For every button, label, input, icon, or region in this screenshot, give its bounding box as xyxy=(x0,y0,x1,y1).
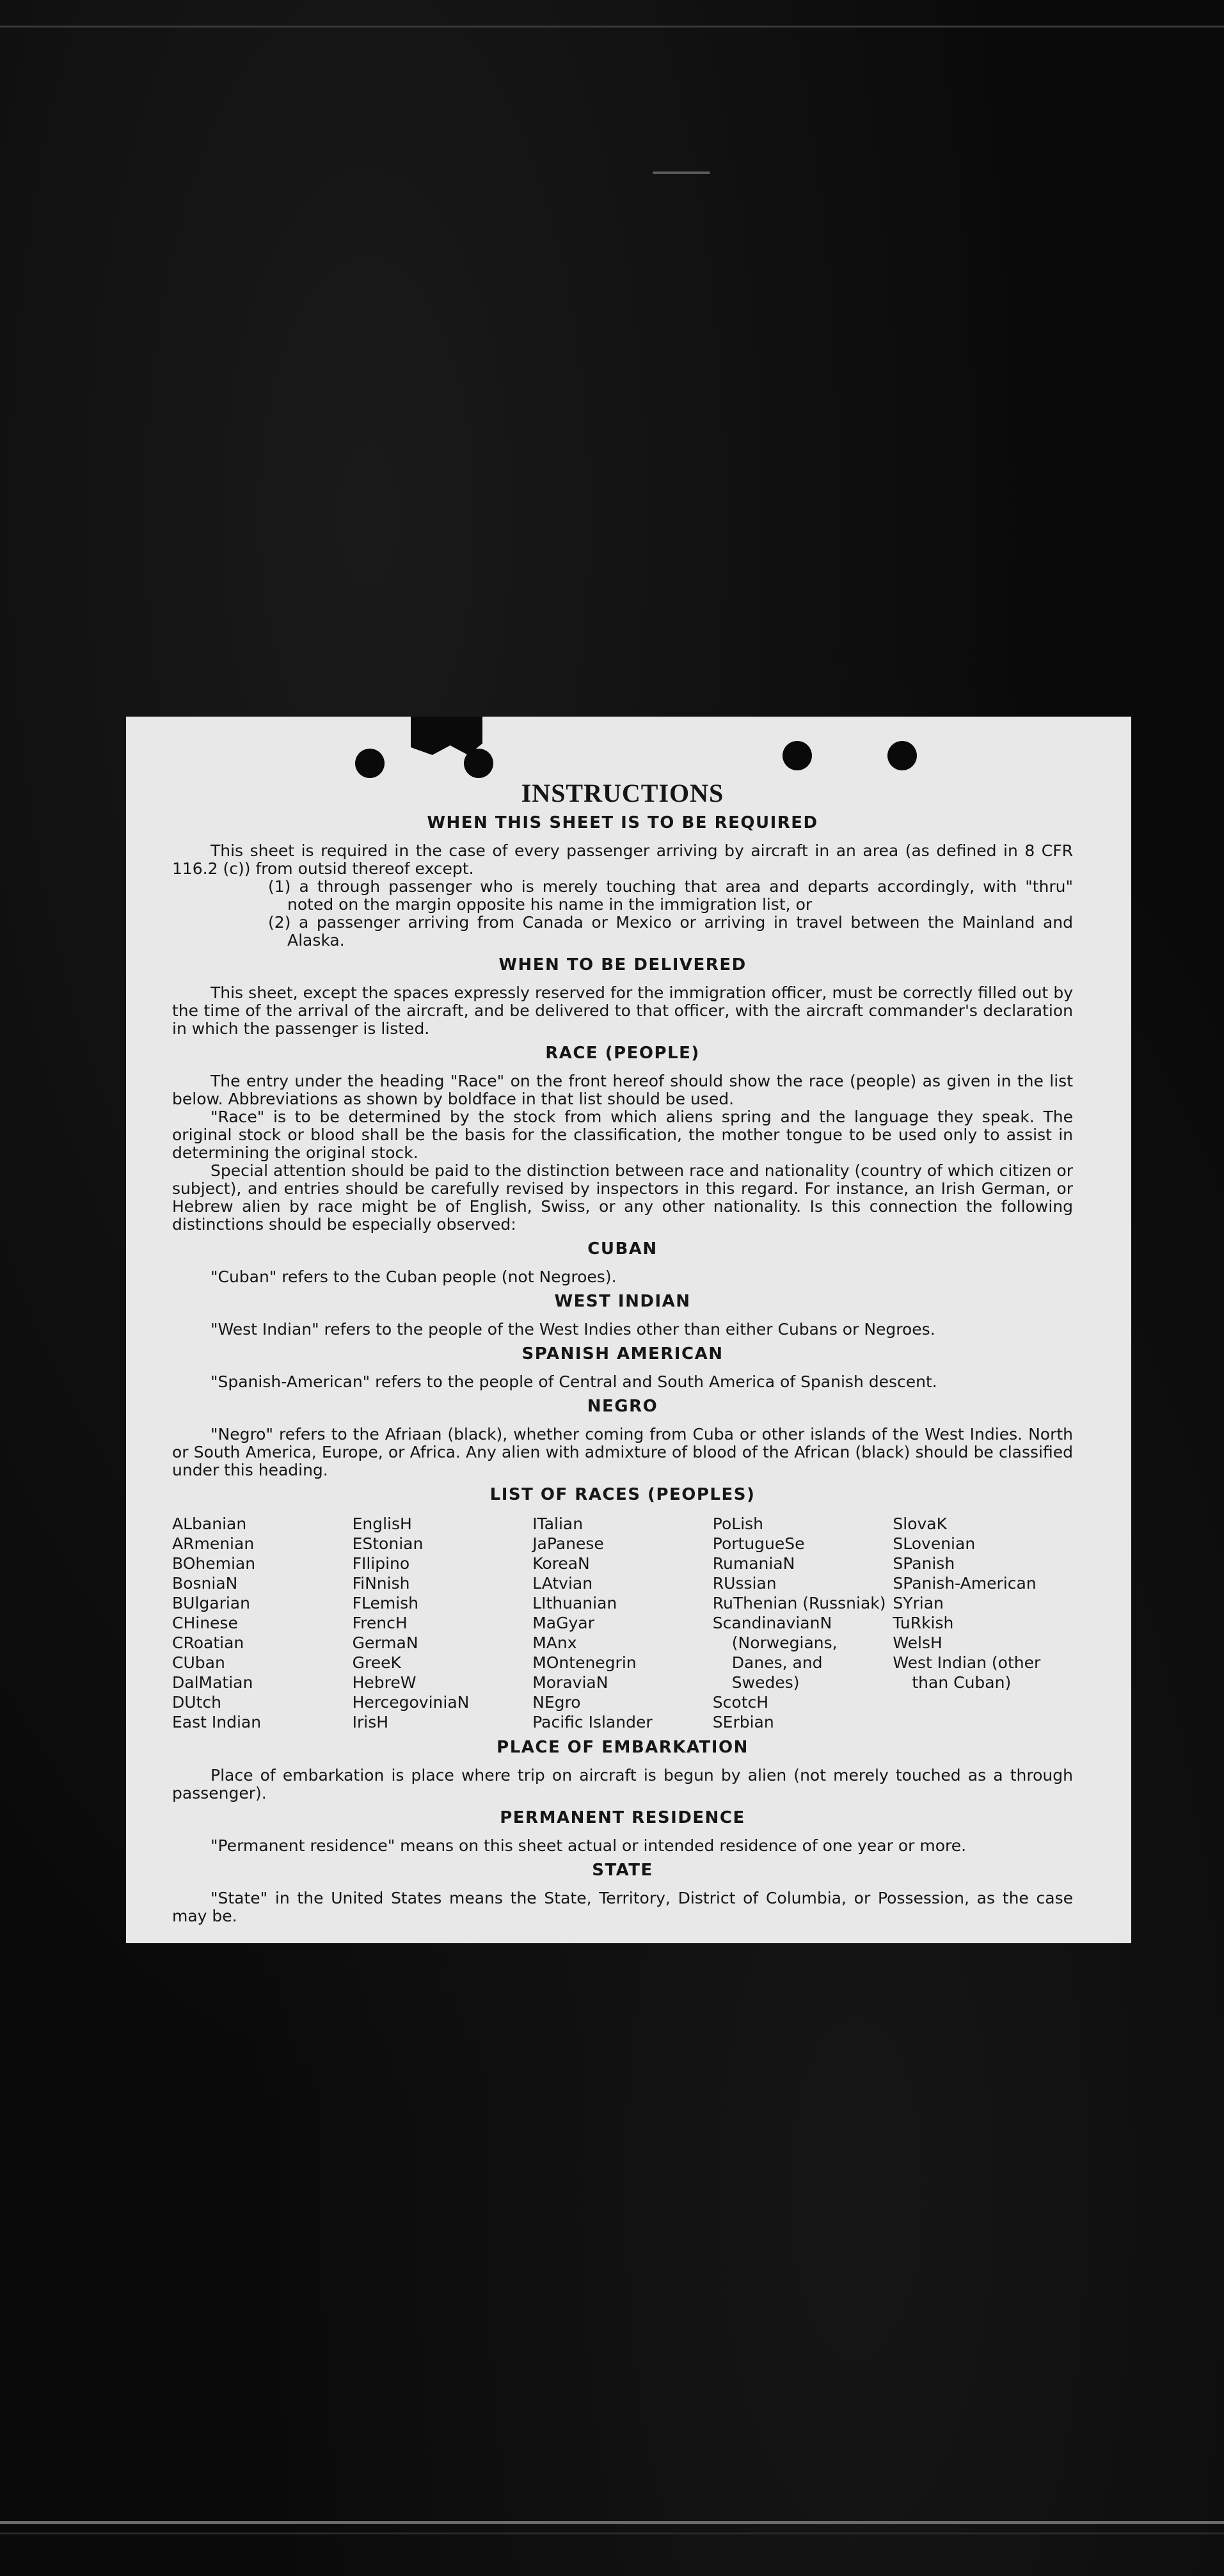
race-entry: SYrian xyxy=(893,1594,944,1612)
race-entry: BosniaN xyxy=(172,1574,238,1593)
heading-embarkation: PLACE OF EMBARKATION xyxy=(497,1738,749,1757)
heading-state: STATE xyxy=(592,1861,653,1880)
punch-hole xyxy=(464,749,493,778)
race-entry: East Indian xyxy=(172,1713,262,1731)
required-item-2: (2) a passenger arriving from Canada or Mexico or arriving in travel between the Mainland and Alaska. xyxy=(268,913,1073,950)
race-entry: ScandinavianN (Norwegians, Danes, and Swedes) xyxy=(712,1614,838,1692)
race-entry: KoreaN xyxy=(532,1554,590,1573)
race-list xyxy=(172,1514,1073,1732)
race-entry: TuRkish xyxy=(893,1614,954,1632)
heading-required: WHEN THIS SHEET IS TO BE REQUIRED xyxy=(427,813,818,832)
race-entry: MAnx xyxy=(532,1634,577,1652)
race-entry: FrencH xyxy=(352,1614,408,1632)
race-entry: Pacific Islander xyxy=(532,1713,653,1731)
heading-west-indian: WEST INDIAN xyxy=(554,1292,691,1311)
race-entry: MaGyar xyxy=(532,1614,594,1632)
heading-delivered: WHEN TO BE DELIVERED xyxy=(498,955,747,974)
west-indian-text: "West Indian" refers to the people of the West Indies other than either Cubans or Negroes. xyxy=(211,1320,935,1339)
race-entry: ALbanian xyxy=(172,1515,247,1533)
race-entry: SLovenian xyxy=(893,1534,976,1553)
race-entry: RuThenian (Russniak) xyxy=(712,1594,886,1612)
document-title: INSTRUCTIONS xyxy=(521,779,724,807)
heading-negro: NEGRO xyxy=(587,1397,658,1416)
film-scratch xyxy=(653,171,710,174)
instruction-sheet xyxy=(126,717,1131,1943)
race-entry: NEgro xyxy=(532,1693,581,1712)
race-entry: DalMatian xyxy=(172,1673,253,1692)
film-edge-bottom xyxy=(0,2521,1224,2524)
race-column-5 xyxy=(893,1514,1073,1732)
race-entry: MoraviaN xyxy=(532,1673,608,1692)
negro-text: "Negro" refers to the Afriaan (black), whether coming from Cuba or other islands of the West Indies. North or South America, Europe, or Africa. Any alien with admixture of blood of the African (black) should be classified under this heading. xyxy=(172,1425,1073,1479)
race-entry: EnglisH xyxy=(352,1515,412,1533)
embarkation-text: Place of embarkation is place where trip on aircraft is begun by alien (not merely touched as a through passenger). xyxy=(172,1766,1073,1802)
race-entry: SlovaK xyxy=(893,1515,947,1533)
race-entry: MOntenegrin xyxy=(532,1653,637,1672)
state-text: "State" in the United States means the State, Territory, District of Columbia, or Possession, as the case may be. xyxy=(172,1889,1073,1925)
race-paragraph-2: "Race" is to be determined by the stock from which aliens spring and the language they speak. The original stock or blood shall be the basis for the classification, the mother tongue to be used only to assist in determining the original stock. xyxy=(172,1108,1073,1162)
race-entry: BOhemian xyxy=(172,1554,256,1573)
cuban-text: "Cuban" refers to the Cuban people (not Negroes). xyxy=(211,1268,617,1286)
race-entry: West Indian (other than Cuban) xyxy=(893,1653,1041,1692)
punch-hole xyxy=(355,749,385,778)
race-entry: DUtch xyxy=(172,1693,221,1712)
race-column-3 xyxy=(532,1514,713,1732)
race-entry: PortugueSe xyxy=(712,1534,805,1553)
race-entry: RumaniaN xyxy=(712,1554,795,1573)
race-entry: WelsH xyxy=(893,1634,942,1652)
race-entry: HercegoviniaN xyxy=(352,1693,470,1712)
torn-corner xyxy=(411,717,482,755)
heading-race: RACE (PEOPLE) xyxy=(545,1044,700,1063)
required-intro: This sheet is required in the case of every passenger arriving by aircraft in an area (as defined in 8 CFR 116.2 (c)) from outsid thereof except. xyxy=(172,841,1073,878)
race-entry: CUban xyxy=(172,1653,225,1672)
race-entry: ScotcH xyxy=(712,1693,769,1712)
sheet-content xyxy=(172,779,1073,1925)
race-entry: CHinese xyxy=(172,1614,238,1632)
race-entry: BUlgarian xyxy=(172,1594,250,1612)
delivered-text: This sheet, except the spaces expressly reserved for the immigration officer, must be correctly filled out by the time of the arrival of the aircraft, and be delivered to that officer, with the aircraft commander's declaration in which the passenger is listed. xyxy=(172,983,1073,1038)
race-entry: RUssian xyxy=(712,1574,777,1593)
heading-list-of-races: LIST OF RACES (PEOPLES) xyxy=(489,1485,756,1504)
race-entry: SPanish xyxy=(893,1554,955,1573)
residence-text: "Permanent residence" means on this sheet actual or intended residence of one year or more. xyxy=(211,1836,967,1855)
race-entry: PoLish xyxy=(712,1515,764,1533)
race-column-2 xyxy=(353,1514,533,1732)
race-entry: EStonian xyxy=(352,1534,424,1553)
race-entry: CRoatian xyxy=(172,1634,244,1652)
race-entry: FLemish xyxy=(352,1594,419,1612)
film-edge-bottom-secondary xyxy=(0,2532,1224,2534)
spanish-american-text: "Spanish-American" refers to the people of Central and South America of Spanish descent. xyxy=(211,1372,937,1391)
race-entry: FIlipino xyxy=(352,1554,410,1573)
heading-permanent-residence: PERMANENT RESIDENCE xyxy=(500,1808,745,1827)
race-entry: HebreW xyxy=(352,1673,417,1692)
race-entry: FiNnish xyxy=(352,1574,410,1593)
heading-cuban: CUBAN xyxy=(587,1239,658,1259)
race-entry: GreeK xyxy=(352,1653,401,1672)
race-entry: JaPanese xyxy=(532,1534,604,1553)
race-entry: IrisH xyxy=(352,1713,389,1731)
race-entry: ARmenian xyxy=(172,1534,255,1553)
race-column-4 xyxy=(713,1514,893,1732)
race-entry: LIthuanian xyxy=(532,1594,617,1612)
race-entry: SErbian xyxy=(712,1713,774,1731)
film-edge-top xyxy=(0,26,1224,28)
race-paragraph-3: Special attention should be paid to the distinction between race and nationality (country of which citizen or subject), and entries should be carefully revised by inspectors in this regard. For instance, an Irish German, or Hebrew alien by race might be of English, Swiss, or any other nationality. Is this connection the following distinctions should be especially observed: xyxy=(172,1161,1073,1234)
race-entry: ITalian xyxy=(532,1515,584,1533)
heading-spanish-american: SPANISH AMERICAN xyxy=(521,1344,724,1364)
race-paragraph-1: The entry under the heading "Race" on the front hereof should show the race (people) as given in the list below. Abbreviations as shown by boldface in that list should be used. xyxy=(172,1072,1073,1108)
race-column-1 xyxy=(172,1514,353,1732)
punch-hole xyxy=(887,741,917,770)
required-item-1: (1) a through passenger who is merely touching that area and departs accordingly, with "thru" noted on the margin opposite his name in the immigration list, or xyxy=(268,877,1073,914)
race-entry: GermaN xyxy=(352,1634,418,1652)
punch-hole xyxy=(783,741,812,770)
race-entry: SPanish-American xyxy=(893,1574,1037,1593)
race-entry: LAtvian xyxy=(532,1574,593,1593)
